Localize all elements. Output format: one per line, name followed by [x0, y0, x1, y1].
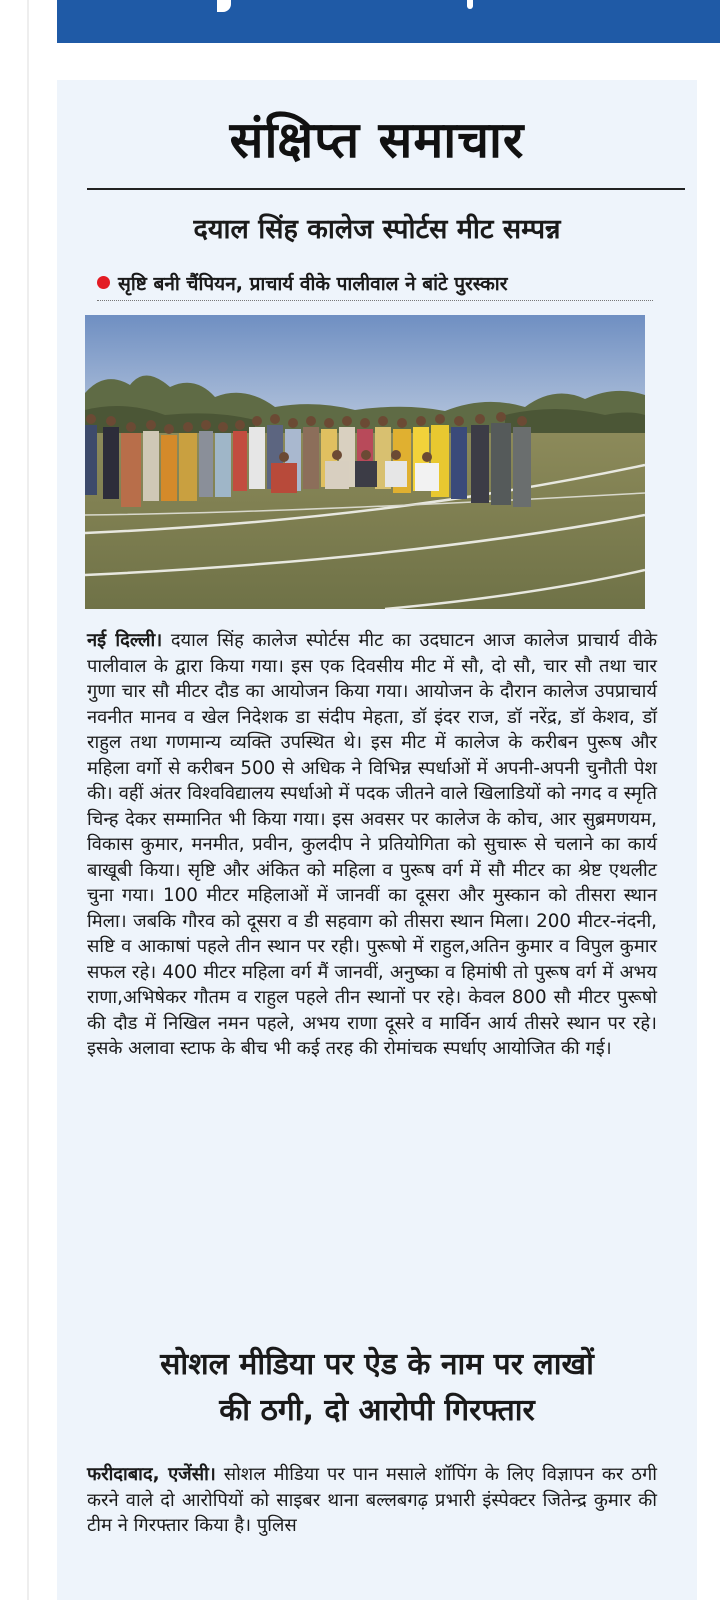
group-photo — [85, 315, 645, 609]
news-panel — [57, 80, 697, 1600]
story2-headline-line2: की ठगी, दो आरोपी गिरफ्तार — [219, 1393, 535, 1428]
story1-subhead-text: सृष्टि बनी चैंपियन, प्राचार्य वीके पालीवाल ने बांटे पुरस्कार — [118, 273, 508, 295]
section-masthead: संक्षिप्त समाचार — [229, 110, 525, 169]
top-banner — [57, 0, 720, 43]
banner-mark — [467, 0, 473, 9]
story1-subhead — [97, 270, 653, 301]
story2-headline-line1: सोशल मीडिया पर ऐड के नाम पर लाखों — [160, 1347, 594, 1382]
story2-dateline: फरीदाबाद, एजेंसी। — [87, 1464, 216, 1485]
story1-headline: दयाल सिंह कालेज स्पोर्टस मीट सम्पन्न — [193, 214, 561, 245]
story2-body — [87, 1462, 657, 1539]
banner-mark — [217, 0, 231, 12]
story1-dateline: नई दिल्ली। — [87, 630, 163, 651]
story1-text: दयाल सिंह कालेज स्पोर्टस मीट का उदघाटन आज कालेज प्राचार्य वीके पालीवाल के द्वारा किया गया। इस एक दिवसीय मीट में सौ, दो सौ, चार सौ तथा चार गुणा चार सौ मीटर दौड का आयोजन किया गया। आयोजन के दौरान कालेज उपप्राचार्य नवनीत मानव व खेल निदेशक डा संदीप मेहता, डॉ इंदर राज, डॉ नरेंद्र, डॉ केशव, डॉ राहुल तथा गणमान्य व्यक्ति उपस्थित थे। इस मीट में कालेज के करीबन पुरूष और महिला वर्गो से करीबन 500 से अधिक ने विभिन्न स्पर्धाओं में अपनी-अपनी चुनौती पेश की। वहीं अंतर विश्वविद्यालय स्पर्धाओ में पदक जीतने वाले खिलाडियों को नगद व स्मृति चिन्ह देकर सम्मानित भी किया गया। इस अवसर पर कालेज के कोच, आर सुब्रमणयम, विकास कुमार, मनमीत, प्रवीन, कुलदीप ने प्रतियोगिता को सुचारू से चलाने का कार्य बाखूबी किया। सृष्टि और अंकित को महिला व पुरूष वर्ग में सौ मीटर का श्रेष्ट एथलीट चुना गया। 100 मीटर महिलाओं में जानवीं का दूसरा और मुस्कान को तीसरा स्थान मिला। जबकि गौरव को दूसरा व डी सहवाग को तीसरा स्थान मिला। 200 मीटर-नंदनी, सष्टि व आकाषां पहले तीन स्थान पर रही। पुरूषो में राहुल,अतिन कुमार व विपुल कुमार सफल रहे। 400 मीटर महिला वर्ग मैं जानवीं, अनुष्का व हिमांषी तो पुरूष वर्ग में अभय राणा,अभिषेकर गौतम व राहुल पहले तीन स्थानों पर रहे। केवल 800 सौ मीटर पुरूषो की दौड में निखिल नमन पहले, अभय राणा दूसरे व मार्विन आर्य तीसरे स्थान पर रहे। इसके अलावा स्टाफ के बीच भी कई तरह की रोमांचक स्पर्धाए आयोजित की गई। — [87, 630, 658, 1059]
masthead-rule — [87, 188, 685, 190]
bullet-dot-icon — [97, 276, 110, 289]
page-edge-line — [27, 0, 29, 1600]
story1-body — [87, 628, 657, 1062]
story2-headline — [57, 1342, 697, 1434]
story2-text: सोशल मीडिया पर पान मसाले शॉपिंग के लिए विज्ञापन कर ठगी करने वाले दो आरोपियों को साइबर थाना बल्लबगढ़ प्रभारी इंस्पेक्टर जितेन्द्र कुमार की टीम ने गिरफ्तार किया है। पुलिस — [87, 1464, 657, 1536]
